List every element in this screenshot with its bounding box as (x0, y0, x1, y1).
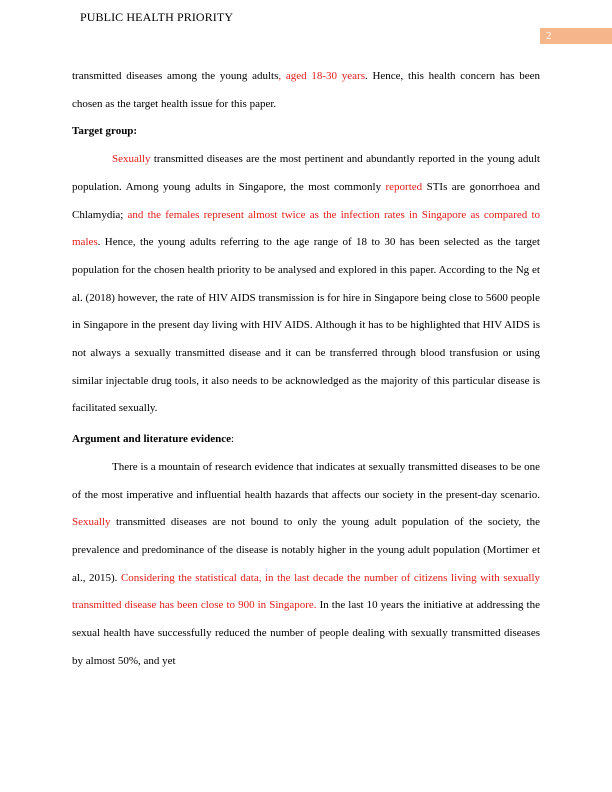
page-number: 2 (546, 30, 552, 42)
document-body (72, 63, 540, 675)
highlighted-text: and the females represent almost twice as the infection rates in Singapore as compared to males (72, 208, 540, 249)
running-header: PUBLIC HEALTH PRIORITY (80, 10, 234, 24)
heading-colon: : (230, 433, 235, 446)
highlighted-text: , aged 18-30 years (278, 70, 365, 82)
text-run: . Hence, the young adults referring to the age range of 18 to 30 has been selected as the target population for the chosen health priority to be analysed and explored in this paper. According to the Ng et al. (2018) however, the rate of HIV AIDS transmission is for hire in Singapore being close to 5600 people in Singapore in the present day living with HIV AIDS. Although it has to be highlighted that HIV AIDS is not always a sexually transmitted disease and it can be transferred through blood transfusion or using similar injectable drug tools, it also needs to be acknowledged as the majority of this particular disease is facilitated sexually. (72, 236, 540, 415)
heading-target-group: Target group: (72, 125, 138, 138)
heading-argument (72, 426, 540, 454)
paragraph-intro (72, 63, 540, 118)
text-run: STIs are gonorrhoea and Chlamydia; (72, 180, 540, 221)
paragraph-target-group (72, 146, 540, 423)
heading-text: Argument and literature evidence (72, 433, 231, 446)
paragraph-argument (72, 454, 540, 676)
text-run: . Hence, this health concern has been chosen as the target health issue for this paper. (72, 70, 541, 110)
page-number-badge (540, 28, 612, 44)
text-run: transmitted diseases are the most pertinent and abundantly reported in the young adult population. Among young adults in Singapore, the most commonly (72, 153, 540, 193)
text-run: In the last 10 years the initiative at addressing the sexual health have successfully reduced the number of people dealing with sexually transmitted diseases by almost 50%, and yet (72, 599, 540, 667)
text-run: transmitted diseases are not bound to only the young adult population of the society, the prevalence and predominance of the disease is notably higher in the young adult population (Mortimer et al., 2015). (72, 516, 540, 584)
text-run: transmitted diseases among the young adults (72, 70, 279, 82)
text-run: There is a mountain of research evidence that indicates at sexually transmitted diseases to be one of the most imperative and influential health hazards that affects our society in the present-day scenario. (72, 460, 540, 501)
highlighted-text: Considering the statistical data, in the last decade the number of citizens living with sexually transmitted disease has been close to 900 in Singapore. (72, 571, 541, 612)
highlighted-text: Sexually (72, 516, 111, 529)
highlighted-text: Sexually (112, 153, 151, 166)
highlighted-text: reported (385, 180, 423, 193)
